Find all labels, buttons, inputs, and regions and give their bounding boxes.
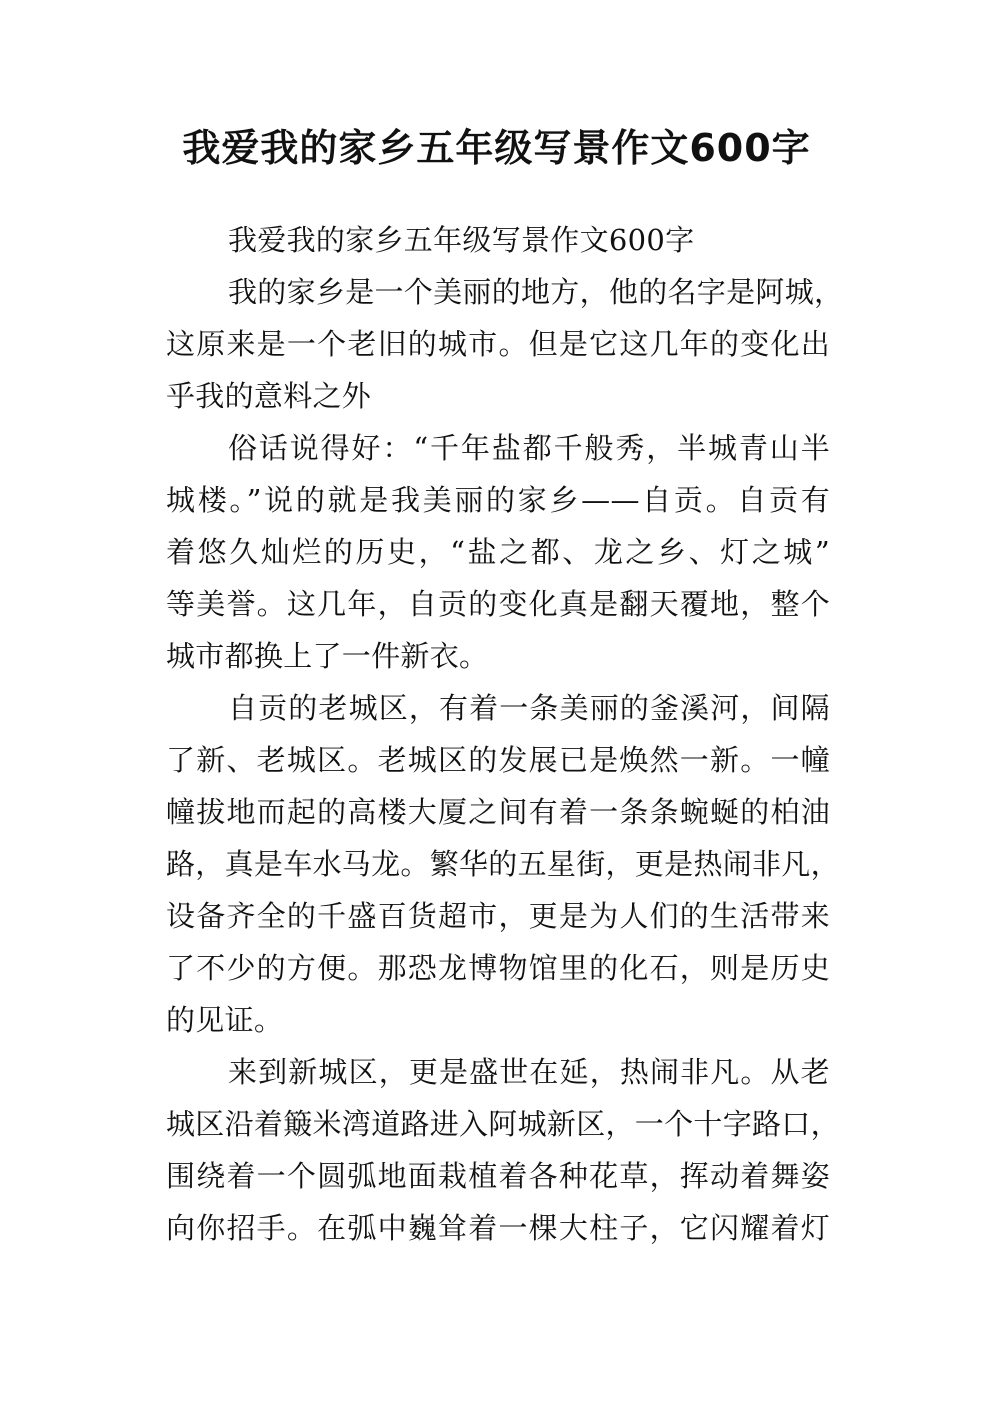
paragraph-2-line-1: 俗话说得好：“千年盐都千般秀，半城青山半	[228, 431, 830, 465]
paragraph-4-line-1: 来到新城区，更是盛世在延，热闹非凡。从老	[228, 1055, 830, 1089]
paragraph-3-line-5: 设备齐全的千盛百货超市，更是为人们的生活带来	[166, 899, 830, 933]
paragraph-4-line-3: 围绕着一个圆弧地面栽植着各种花草，挥动着舞姿	[166, 1159, 830, 1193]
paragraph-3-line-7: 的见证。	[166, 1003, 284, 1037]
paragraph-2-line-3: 着悠久灿烂的历史，“盐之都、龙之乡、灯之城”	[166, 535, 830, 569]
paragraph-3-line-1: 自贡的老城区，有着一条美丽的釜溪河，间隔	[228, 691, 830, 725]
paragraph-3-line-3: 幢拔地而起的高楼大厦之间有着一条条蜿蜒的柏油	[166, 795, 830, 829]
paragraph-1-line-3: 乎我的意料之外	[166, 379, 372, 413]
paragraph-4-line-2: 城区沿着簸米湾道路进入阿城新区，一个十字路口，	[166, 1107, 840, 1141]
paragraph-3-line-6: 了不少的方便。那恐龙博物馆里的化石，则是历史	[166, 951, 830, 985]
paragraph-2-line-5: 城市都换上了一件新衣。	[166, 639, 489, 673]
paragraph-3-line-4: 路，真是车水马龙。繁华的五星街，更是热闹非凡，	[166, 847, 840, 881]
paragraph-1-line-2: 这原来是一个老旧的城市。但是它这几年的变化出	[166, 327, 830, 361]
paragraph-2-line-4: 等美誉。这几年，自贡的变化真是翻天覆地，整个	[166, 587, 830, 621]
document-body	[166, 214, 844, 1254]
paragraph-3-line-2: 了新、老城区。老城区的发展已是焕然一新。一幢	[166, 743, 830, 777]
paragraph-2-line-2: 城楼。”说的就是我美丽的家乡——自贡。自贡有	[166, 483, 830, 517]
subtitle-line: 我爱我的家乡五年级写景作文600字	[228, 223, 695, 257]
paragraph-4-line-4: 向你招手。在弧中巍耸着一棵大柱子，它闪耀着灯	[166, 1211, 830, 1245]
paragraph-1-line-1: 我的家乡是一个美丽的地方，他的名字是阿城，	[228, 275, 844, 309]
document-title: 我爱我的家乡五年级写景作文600字	[182, 126, 811, 170]
